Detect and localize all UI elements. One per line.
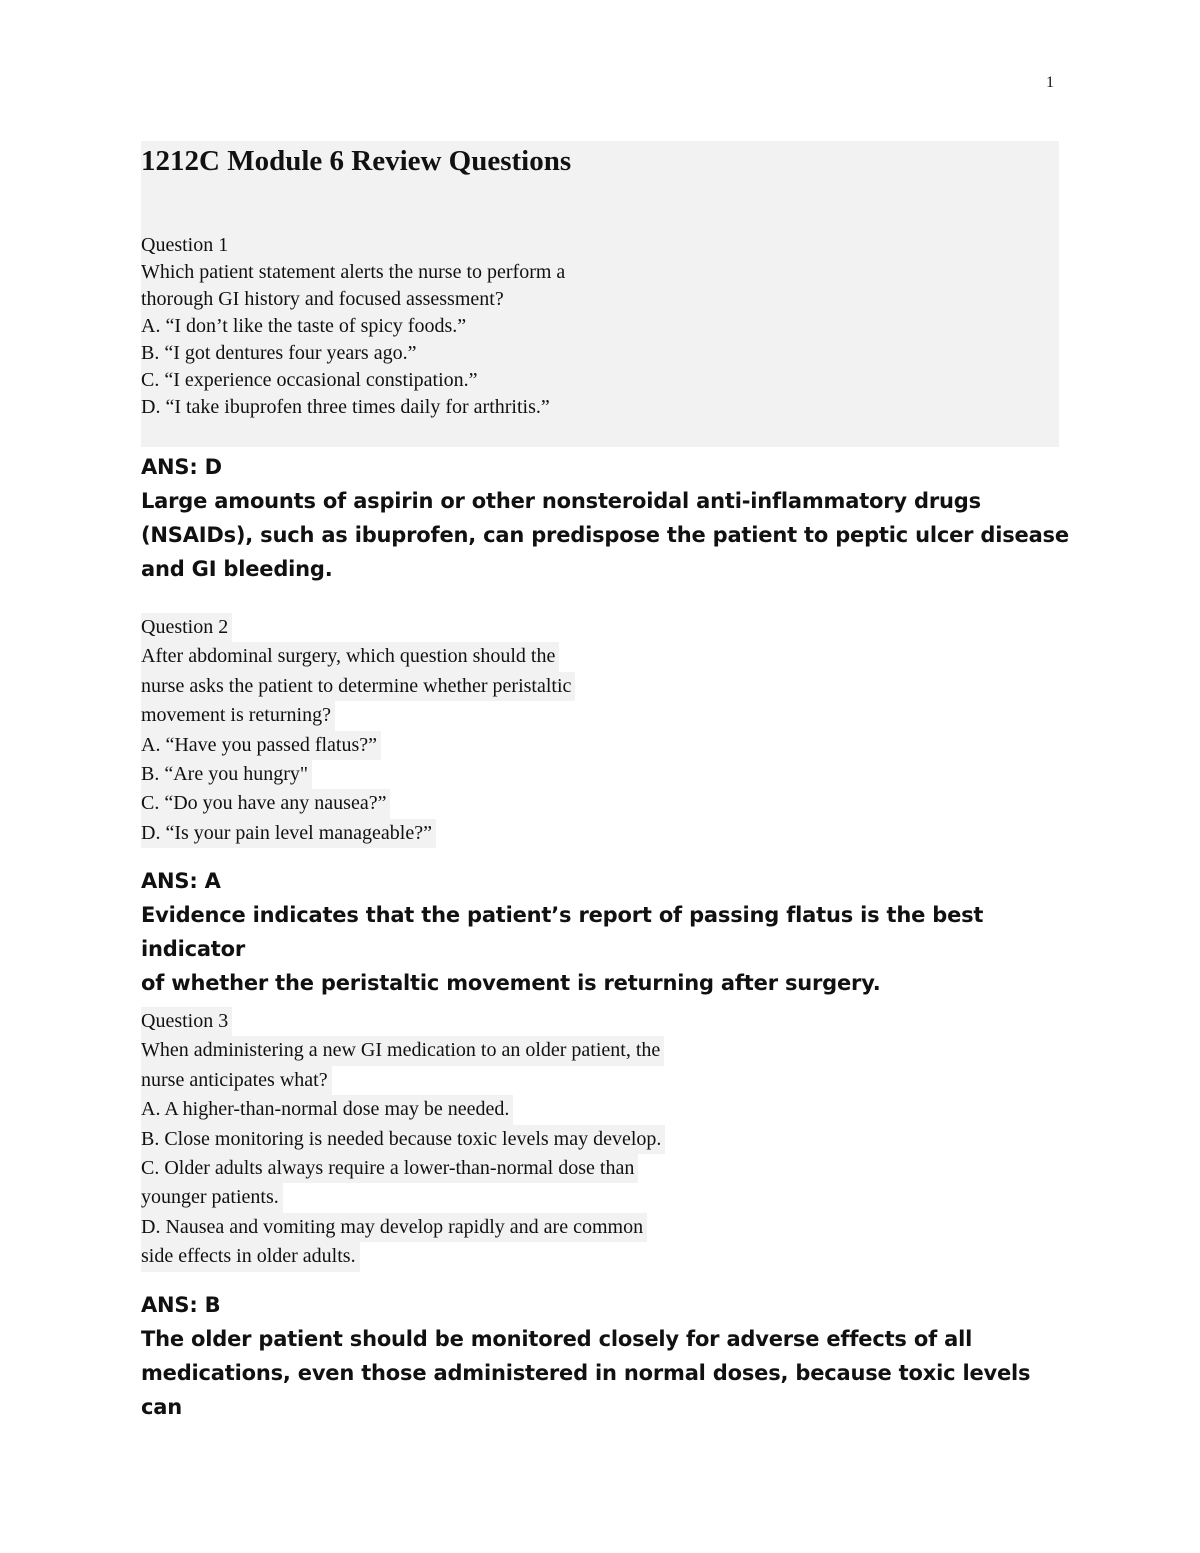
question-3-option-a: A. A higher-than-normal dose may be needed. — [141, 1095, 513, 1124]
question-3-option-d-cont: side effects in older adults. — [141, 1242, 360, 1271]
question-1-stem-line: Which patient statement alerts the nurse to perform a — [141, 261, 566, 283]
question-2-stem-line: After abdominal surgery, which question should the — [141, 642, 559, 671]
question-1-heading: Question 1 — [141, 234, 229, 256]
question-3-option-d: D. Nausea and vomiting may develop rapidly and are common — [141, 1213, 647, 1242]
question-2-option-d: D. “Is your pain level manageable?” — [141, 819, 436, 848]
question-3-answer — [141, 1288, 1071, 1424]
question-1-option-d: D. “I take ibuprofen three times daily for arthritis.” — [141, 396, 550, 418]
question-2-stem-line: nurse asks the patient to determine whether peristaltic — [141, 672, 575, 701]
rationale-line: Evidence indicates that the patient’s report of passing flatus is the best indicator — [141, 903, 984, 961]
question-2-stem-line: movement is returning? — [141, 701, 335, 730]
question-1-stem-line: thorough GI history and focused assessment? — [141, 288, 504, 310]
question-3-option-c: C. Older adults always require a lower-than-normal dose than — [141, 1154, 638, 1183]
question-3-stem-line: When administering a new GI medication to an older patient, the — [141, 1036, 664, 1065]
question-1-answer — [141, 450, 1071, 586]
rationale-line: Large amounts of aspirin or other nonsteroidal anti-inflammatory drugs — [141, 489, 981, 513]
question-1-option-b: B. “I got dentures four years ago.” — [141, 342, 417, 364]
question-1-block — [141, 141, 1059, 447]
rationale-line: (NSAIDs), such as ibuprofen, can predispose the patient to peptic ulcer disease — [141, 523, 1069, 547]
question-3-stem-line: nurse anticipates what? — [141, 1066, 332, 1095]
question-2-option-b: B. “Are you hungry" — [141, 760, 312, 789]
question-1-option-a: A. “I don’t like the taste of spicy foods.” — [141, 315, 467, 337]
question-3-option-c-cont: younger patients. — [141, 1183, 283, 1212]
rationale-line: medications, even those administered in normal doses, because toxic levels can — [141, 1361, 1031, 1419]
rationale-line: and GI bleeding. — [141, 557, 333, 581]
answer-label: ANS: B — [141, 1293, 221, 1317]
question-2-answer — [141, 864, 1071, 1000]
rationale-line: of whether the peristaltic movement is returning after surgery. — [141, 971, 881, 995]
page-number: 1 — [1046, 74, 1054, 91]
question-3-heading: Question 3 — [141, 1007, 232, 1036]
question-3-option-b: B. Close monitoring is needed because toxic levels may develop. — [141, 1125, 665, 1154]
question-2-option-c: C. “Do you have any nausea?” — [141, 789, 390, 818]
rationale-line: The older patient should be monitored closely for adverse effects of all — [141, 1327, 973, 1351]
question-2-heading: Question 2 — [141, 613, 232, 642]
question-1-option-c: C. “I experience occasional constipation.” — [141, 369, 478, 391]
question-2 — [141, 613, 575, 848]
question-3 — [141, 1007, 665, 1272]
question-1 — [141, 232, 565, 421]
answer-label: ANS: D — [141, 455, 222, 479]
answer-label: ANS: A — [141, 869, 221, 893]
question-2-option-a: A. “Have you passed flatus?” — [141, 731, 381, 760]
document-title: 1212C Module 6 Review Questions — [141, 145, 572, 177]
